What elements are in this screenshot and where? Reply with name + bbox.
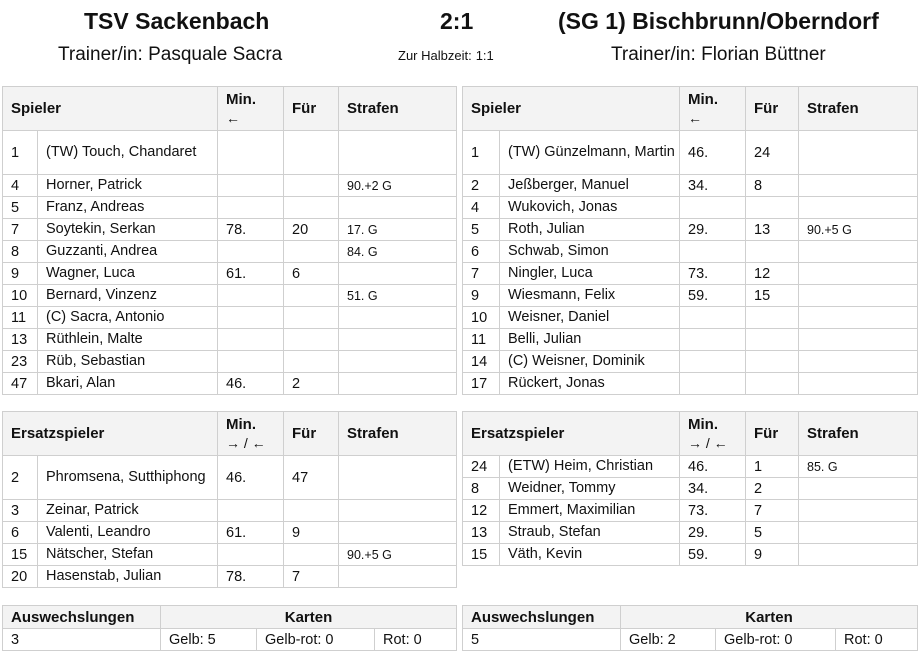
halftime-score: [398, 48, 494, 63]
substitutions-count: 5: [463, 629, 621, 651]
player-name: Zeinar, Patrick: [38, 500, 218, 522]
player-row: [3, 285, 457, 307]
penalties: [799, 285, 918, 307]
substitution-minute: 78.: [218, 219, 284, 241]
penalties: [339, 197, 457, 219]
col-header-spieler: Spieler: [463, 87, 680, 131]
player-row: [3, 241, 457, 263]
col-header-spieler: Spieler: [3, 87, 218, 131]
player-number: 1: [463, 131, 500, 175]
penalties: [339, 373, 457, 395]
penalties: [339, 329, 457, 351]
player-row: [463, 131, 918, 175]
substitution-for: 20: [284, 219, 339, 241]
substitution-minute: [680, 351, 746, 373]
substitution-minute: 73.: [680, 500, 746, 522]
substitution-minute: [680, 197, 746, 219]
col-header-ersatzspieler: Ersatzspieler: [3, 412, 218, 456]
substitution-minute: [218, 241, 284, 263]
penalties: [339, 307, 457, 329]
substitution-for: [284, 307, 339, 329]
penalties: [799, 522, 918, 544]
player-name: (ETW) Heim, Christian: [500, 456, 680, 478]
player-name: Straub, Stefan: [500, 522, 680, 544]
player-row: [463, 478, 918, 500]
player-name: Valenti, Leandro: [38, 522, 218, 544]
player-number: 13: [3, 329, 38, 351]
player-row: [463, 241, 918, 263]
penalties: [799, 263, 918, 285]
substitution-for: [284, 285, 339, 307]
substitution-for: 9: [284, 522, 339, 544]
player-row: [463, 351, 918, 373]
substitution-minute: [218, 329, 284, 351]
penalties: [339, 263, 457, 285]
substitution-for: 9: [746, 544, 799, 566]
player-name: Weisner, Daniel: [500, 307, 680, 329]
penalties: [799, 329, 918, 351]
substitution-minute: 78.: [218, 566, 284, 588]
home-summary-table: [2, 605, 457, 651]
home-team-name: TSV Sackenbach: [84, 8, 270, 34]
player-name: Wiesmann, Felix: [500, 285, 680, 307]
substitution-minute: [680, 329, 746, 351]
player-row: [463, 522, 918, 544]
player-number: 9: [463, 285, 500, 307]
substitution-for: [284, 351, 339, 373]
player-name: Belli, Julian: [500, 329, 680, 351]
col-header-fuer: Für: [284, 412, 339, 456]
col-header-ersatzspieler: Ersatzspieler: [463, 412, 680, 456]
table-header-row: [3, 412, 457, 456]
player-name: Väth, Kevin: [500, 544, 680, 566]
yellow-cards: Gelb: 2: [621, 629, 716, 651]
arrow-in-out-icon: → / ←: [688, 434, 728, 451]
col-header-strafen: Strafen: [799, 412, 918, 456]
player-number: 1: [3, 131, 38, 175]
away-lineup-table: [462, 86, 918, 395]
player-row: [3, 219, 457, 241]
yellow-red-cards: Gelb-rot: 0: [716, 629, 836, 651]
penalties: [339, 131, 457, 175]
col-header-fuer: Für: [284, 87, 339, 131]
col-header-min: Min. → / ←: [218, 412, 284, 456]
player-name: (C) Weisner, Dominik: [500, 351, 680, 373]
player-name: (TW) Günzelmann, Martin: [500, 131, 680, 175]
penalties: [339, 566, 457, 588]
player-number: 6: [3, 522, 38, 544]
substitution-minute: 46.: [218, 456, 284, 500]
player-name: Bkari, Alan: [38, 373, 218, 395]
substitution-minute: [218, 351, 284, 373]
substitution-minute: 34.: [680, 175, 746, 197]
player-row: [3, 566, 457, 588]
substitution-minute: 29.: [680, 219, 746, 241]
substitution-for: [284, 329, 339, 351]
substitution-minute: 61.: [218, 522, 284, 544]
penalties: [799, 500, 918, 522]
player-number: 11: [3, 307, 38, 329]
player-row: [3, 500, 457, 522]
player-number: 17: [463, 373, 500, 395]
penalties: [799, 197, 918, 219]
penalties: 17. G: [339, 219, 457, 241]
player-row: [3, 307, 457, 329]
player-row: [3, 373, 457, 395]
substitution-for: 47: [284, 456, 339, 500]
col-header-auswechslungen: Auswechslungen: [3, 606, 161, 629]
player-number: 23: [3, 351, 38, 373]
player-row: [463, 500, 918, 522]
col-header-min: Min. ←: [218, 87, 284, 131]
player-name: Schwab, Simon: [500, 241, 680, 263]
player-name: Soytekin, Serkan: [38, 219, 218, 241]
penalties: [799, 175, 918, 197]
substitution-minute: [680, 373, 746, 395]
player-name: Nätscher, Stefan: [38, 544, 218, 566]
home-trainer: Trainer/in: Pasquale Sacra: [58, 44, 283, 65]
home-subs-body: [3, 456, 457, 588]
substitution-minute: 34.: [680, 478, 746, 500]
player-number: 5: [463, 219, 500, 241]
player-number: 7: [3, 219, 38, 241]
player-row: [463, 175, 918, 197]
substitution-for: [746, 329, 799, 351]
substitution-minute: 29.: [680, 522, 746, 544]
substitution-minute: [218, 544, 284, 566]
col-header-auswechslungen: Auswechslungen: [463, 606, 621, 629]
player-name: Wagner, Luca: [38, 263, 218, 285]
player-row: [463, 329, 918, 351]
player-row: [463, 285, 918, 307]
player-name: Wukovich, Jonas: [500, 197, 680, 219]
player-number: 9: [3, 263, 38, 285]
player-row: [3, 456, 457, 500]
player-number: 2: [463, 175, 500, 197]
summary-row: [463, 629, 918, 651]
col-header-fuer: Für: [746, 412, 799, 456]
player-name: Ningler, Luca: [500, 263, 680, 285]
player-row: [463, 263, 918, 285]
penalties: [339, 351, 457, 373]
player-number: 15: [463, 544, 500, 566]
substitution-for: [746, 241, 799, 263]
penalties: [799, 131, 918, 175]
substitution-minute: [680, 307, 746, 329]
penalties: [799, 373, 918, 395]
away-summary-table: [462, 605, 918, 651]
player-number: 10: [463, 307, 500, 329]
substitution-for: 2: [284, 373, 339, 395]
substitution-minute: 46.: [218, 373, 284, 395]
player-number: 12: [463, 500, 500, 522]
substitution-for: [746, 197, 799, 219]
player-number: 8: [3, 241, 38, 263]
table-header-row: [3, 606, 457, 629]
col-header-strafen: Strafen: [339, 412, 457, 456]
home-subs-table: [2, 411, 457, 588]
substitution-minute: 59.: [680, 285, 746, 307]
substitution-minute: [218, 175, 284, 197]
player-name: Jeßberger, Manuel: [500, 175, 680, 197]
col-header-karten: Karten: [161, 606, 457, 629]
player-number: 24: [463, 456, 500, 478]
player-number: 15: [3, 544, 38, 566]
penalties: 84. G: [339, 241, 457, 263]
yellow-cards: Gelb: 5: [161, 629, 257, 651]
player-number: 11: [463, 329, 500, 351]
player-number: 2: [3, 456, 38, 500]
away-subs-table: [462, 411, 918, 566]
summary-row: [3, 629, 457, 651]
away-team-name: (SG 1) Bischbrunn/Oberndorf: [558, 8, 879, 34]
penalties: 90.+2 G: [339, 175, 457, 197]
penalties: 90.+5 G: [799, 219, 918, 241]
substitution-minute: 46.: [680, 131, 746, 175]
red-cards: Rot: 0: [375, 629, 457, 651]
player-row: [3, 544, 457, 566]
col-header-karten: Karten: [621, 606, 918, 629]
substitution-minute: 73.: [680, 263, 746, 285]
substitution-for: [284, 500, 339, 522]
substitution-for: 15: [746, 285, 799, 307]
player-number: 20: [3, 566, 38, 588]
penalties: [799, 307, 918, 329]
col-header-strafen: Strafen: [799, 87, 918, 131]
substitution-minute: [218, 307, 284, 329]
player-row: [3, 329, 457, 351]
player-number: 6: [463, 241, 500, 263]
player-name: Rückert, Jonas: [500, 373, 680, 395]
substitution-minute: [218, 131, 284, 175]
penalties: [339, 456, 457, 500]
substitution-for: 2: [746, 478, 799, 500]
col-header-min: Min. → / ←: [680, 412, 746, 456]
player-number: 13: [463, 522, 500, 544]
substitution-for: 1: [746, 456, 799, 478]
substitution-for: [746, 307, 799, 329]
penalties: [799, 478, 918, 500]
player-row: [463, 456, 918, 478]
player-row: [3, 197, 457, 219]
red-cards: Rot: 0: [836, 629, 918, 651]
table-header-row: [463, 606, 918, 629]
player-name: (C) Sacra, Antonio: [38, 307, 218, 329]
penalties: 85. G: [799, 456, 918, 478]
player-number: 14: [463, 351, 500, 373]
away-trainer: Trainer/in: Florian Büttner: [611, 44, 826, 65]
match-score: 2:1: [440, 8, 474, 34]
player-name: Bernard, Vinzenz: [38, 285, 218, 307]
substitution-minute: [218, 285, 284, 307]
player-name: Roth, Julian: [500, 219, 680, 241]
penalties: [339, 500, 457, 522]
table-header-row: [463, 412, 918, 456]
player-row: [463, 219, 918, 241]
player-name: Rüthlein, Malte: [38, 329, 218, 351]
substitution-for: 24: [746, 131, 799, 175]
table-header-row: [463, 87, 918, 131]
away-subs-body: [463, 456, 918, 566]
player-row: [463, 307, 918, 329]
player-name: Phromsena, Sutthiphong: [38, 456, 218, 500]
arrow-left-icon: ←: [688, 109, 702, 126]
player-name: Hasenstab, Julian: [38, 566, 218, 588]
col-header-min: Min. ←: [680, 87, 746, 131]
player-number: 7: [463, 263, 500, 285]
substitution-for: [746, 351, 799, 373]
col-header-fuer: Für: [746, 87, 799, 131]
player-row: [463, 373, 918, 395]
player-number: 10: [3, 285, 38, 307]
player-number: 47: [3, 373, 38, 395]
substitution-for: 8: [746, 175, 799, 197]
penalties: 51. G: [339, 285, 457, 307]
arrow-left-icon: ←: [226, 109, 240, 126]
player-number: 4: [463, 197, 500, 219]
substitution-for: 5: [746, 522, 799, 544]
substitutions-count: 3: [3, 629, 161, 651]
player-number: 4: [3, 175, 38, 197]
substitution-for: [284, 197, 339, 219]
yellow-red-cards: Gelb-rot: 0: [257, 629, 375, 651]
penalties: [799, 544, 918, 566]
player-number: 5: [3, 197, 38, 219]
substitution-for: 13: [746, 219, 799, 241]
substitution-for: [746, 373, 799, 395]
player-row: [3, 175, 457, 197]
home-lineup-table: [2, 86, 457, 395]
substitution-minute: 61.: [218, 263, 284, 285]
player-number: 8: [463, 478, 500, 500]
home-starters-body: [3, 131, 457, 395]
player-row: [463, 544, 918, 566]
substitution-for: [284, 131, 339, 175]
player-name: Franz, Andreas: [38, 197, 218, 219]
substitution-for: [284, 241, 339, 263]
substitution-minute: 59.: [680, 544, 746, 566]
away-starters-body: [463, 131, 918, 395]
substitution-minute: [218, 197, 284, 219]
player-row: [3, 351, 457, 373]
substitution-minute: 46.: [680, 456, 746, 478]
substitution-minute: [680, 241, 746, 263]
table-header-row: [3, 87, 457, 131]
player-row: [3, 522, 457, 544]
player-row: [3, 263, 457, 285]
substitution-minute: [218, 500, 284, 522]
penalties: [799, 351, 918, 373]
player-name: Rüb, Sebastian: [38, 351, 218, 373]
player-name: (TW) Touch, Chandaret: [38, 131, 218, 175]
player-row: [463, 197, 918, 219]
substitution-for: 6: [284, 263, 339, 285]
player-row: [3, 131, 457, 175]
col-header-strafen: Strafen: [339, 87, 457, 131]
penalties: [799, 241, 918, 263]
substitution-for: 7: [284, 566, 339, 588]
player-number: 3: [3, 500, 38, 522]
substitution-for: [284, 175, 339, 197]
substitution-for: 7: [746, 500, 799, 522]
player-name: Horner, Patrick: [38, 175, 218, 197]
arrow-in-out-icon: → / ←: [226, 434, 266, 451]
player-name: Emmert, Maximilian: [500, 500, 680, 522]
player-name: Guzzanti, Andrea: [38, 241, 218, 263]
substitution-for: [284, 544, 339, 566]
player-name: Weidner, Tommy: [500, 478, 680, 500]
penalties: [339, 522, 457, 544]
halftime-value: 1:1: [475, 48, 494, 63]
penalties: 90.+5 G: [339, 544, 457, 566]
substitution-for: 12: [746, 263, 799, 285]
halftime-label: Zur Halbzeit:: [398, 48, 472, 63]
